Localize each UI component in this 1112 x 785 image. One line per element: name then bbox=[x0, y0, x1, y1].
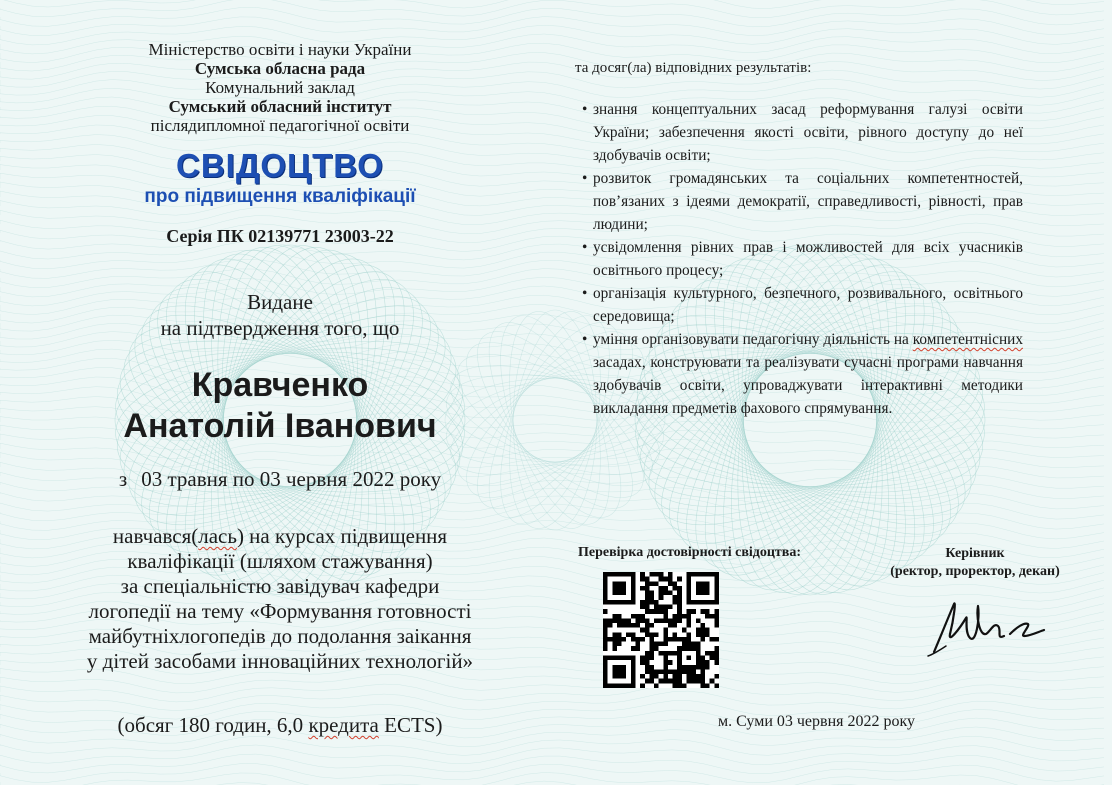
list-item: • усвідомлення рівних прав і можливостей для всіх учасників освітнього процесу; bbox=[583, 236, 1023, 282]
institution-type: Комунальний заклад bbox=[205, 78, 355, 97]
signature bbox=[920, 588, 1050, 660]
results-list bbox=[583, 98, 1023, 420]
certificate-title: СВІДОЦТВО bbox=[176, 147, 384, 184]
course-volume bbox=[60, 713, 500, 738]
course-volume-b: кредита bbox=[308, 713, 379, 737]
issued-confirmation: на підтвердження того, що bbox=[160, 316, 400, 340]
signatory-position: (ректор, проректор, декан) bbox=[890, 564, 1060, 579]
course-line-1b: лась bbox=[198, 524, 237, 548]
list-item: • організація культурного, безпечного, розвивального, освітнього середовища; bbox=[583, 282, 1023, 328]
results-intro: та досяг(ла) відповідних результатів: bbox=[575, 60, 812, 76]
course-line-1c: ) на курсах підвищення bbox=[236, 524, 448, 548]
issuer-block bbox=[60, 40, 500, 135]
certificate-subtitle: про підвищення кваліфікації bbox=[144, 186, 416, 207]
qr-code[interactable] bbox=[603, 572, 719, 688]
course-volume-a: (обсяг 180 годин, 6,0 bbox=[117, 713, 309, 737]
course-line-4: логопедії на тему «Формування готовності bbox=[88, 599, 472, 623]
course-line-6: у дітей засобами інноваційних технологій» bbox=[86, 649, 474, 673]
certificate-series: Серія ПК 02139771 23003-22 bbox=[166, 226, 394, 246]
course-line-1 bbox=[30, 524, 530, 549]
recipient-given-names: Анатолій Іванович bbox=[123, 407, 437, 445]
list-item-5c: засадах, конструювати та реалізувати сучасні програми навчання здобувачів освіти, упроваджувати інтерактивні методики викладання предметів фахового спрямування. bbox=[593, 354, 1023, 417]
verification-label: Перевірка достовірності свідоцтва: bbox=[578, 545, 802, 560]
course-line-3: за спеціальністю завідувач кафедри bbox=[120, 574, 440, 598]
issued-label: Видане bbox=[247, 290, 313, 314]
training-period bbox=[60, 467, 500, 492]
recipient-surname: Кравченко bbox=[191, 366, 369, 404]
course-line-5 bbox=[30, 624, 530, 649]
course-line-1a: навчався( bbox=[112, 524, 199, 548]
signatory-block bbox=[870, 545, 1080, 581]
course-volume-c: ECTS) bbox=[378, 713, 443, 737]
institute-name-line2: післядипломної педагогічної освіти bbox=[150, 116, 410, 135]
institute-name-line1: Сумський обласний інститут bbox=[168, 97, 392, 116]
period-dates: 03 травня по 03 червня 2022 року bbox=[141, 467, 442, 491]
course-line-2: кваліфікації (шляхом стажування) bbox=[127, 549, 433, 573]
signatory-title: Керівник bbox=[945, 546, 1005, 561]
list-item: • розвиток громадянських та соціальних компетентностей, пов’язаних з ідеями демократії, справедливості, рівності, прав людини; bbox=[583, 167, 1023, 236]
list-item-5a: уміння організовувати педагогічну діяльність на bbox=[593, 331, 913, 348]
issued-block bbox=[60, 289, 500, 341]
place-date: м. Суми 03 червня 2022 року bbox=[718, 713, 916, 730]
ministry-name: Міністерство освіти і науки України bbox=[148, 40, 412, 59]
course-line-5b: логопедів до подолання заікання bbox=[179, 624, 472, 648]
period-prefix: з bbox=[118, 467, 128, 491]
list-item-5b: компетентнісних bbox=[912, 331, 1023, 348]
recipient-name bbox=[40, 365, 520, 447]
course-line-5a: майбутніх bbox=[88, 624, 180, 648]
regional-council: Сумська обласна рада bbox=[194, 59, 366, 78]
course-description bbox=[30, 524, 530, 674]
list-item: • знання концептуальних засад реформування галузі освіти України; забезпечення якості освіти, рівного доступу до неї здобувачів освіти; bbox=[583, 98, 1023, 167]
list-item bbox=[583, 328, 1023, 420]
